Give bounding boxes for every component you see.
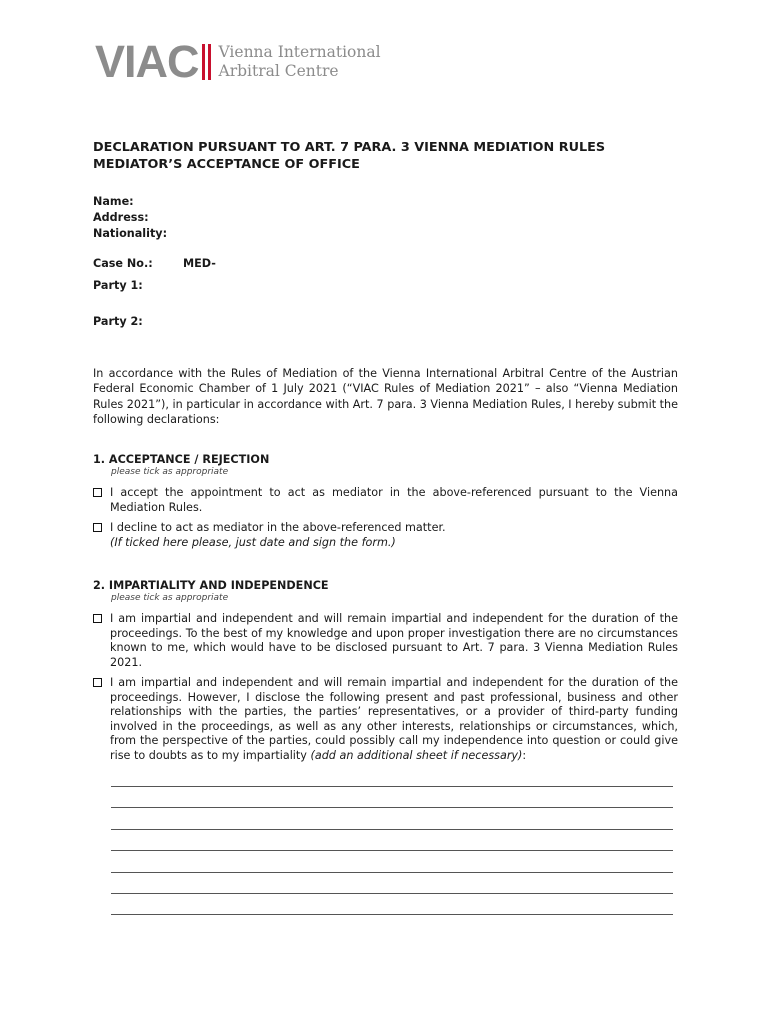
disclose-option-note: (add an additional sheet if necessary) [310, 748, 523, 762]
viac-logo [95, 36, 381, 87]
impartial-option[interactable] [93, 612, 678, 670]
disclosure-line[interactable] [111, 850, 673, 851]
logo-bars-icon [202, 44, 211, 80]
section-1-heading: 1. ACCEPTANCE / REJECTION [93, 453, 270, 466]
title-line-1: DECLARATION PURSUANT TO ART. 7 PARA. 3 VIENNA MEDIATION RULES [93, 140, 606, 155]
checkbox-icon[interactable] [93, 678, 102, 687]
logo-line-1: Vienna International [218, 43, 381, 61]
accept-option-text: I accept the appointment to act as mediator in the above-referenced pursuant to the Vienna Mediation Rules. [110, 486, 678, 514]
disclosure-line[interactable] [111, 914, 673, 915]
title-line-2: MEDIATOR’S ACCEPTANCE OF OFFICE [93, 157, 360, 172]
accept-option[interactable] [93, 486, 678, 515]
decline-option[interactable] [93, 521, 678, 550]
document-title [93, 139, 693, 173]
checkbox-icon[interactable] [93, 488, 102, 497]
intro-paragraph: In accordance with the Rules of Mediation of the Vienna International Arbitral Centre of the Austrian Federal Economic Chamber of 1 July 2021 (“VIAC Rules of Mediation 2021” – also “Vienna Mediation Rules 2021”), in particular in accordance with Art. 7 para. 3 Vienna Mediation Rules, I hereby submit the following declarations: [93, 367, 678, 426]
disclose-option[interactable] [93, 676, 678, 763]
disclosure-line[interactable] [111, 893, 673, 894]
party-1-label: Party 1: [93, 279, 143, 292]
section-1-hint: please tick as appropriate [111, 467, 229, 477]
disclosure-line[interactable] [111, 807, 673, 808]
party-2-label: Party 2: [93, 315, 143, 328]
disclose-option-end: : [522, 748, 527, 762]
nationality-label: Nationality: [93, 227, 168, 240]
address-label: Address: [93, 211, 149, 224]
decline-option-note: (If ticked here please, just date and sign the form.) [110, 535, 396, 549]
disclosure-line[interactable] [111, 786, 673, 787]
checkbox-icon[interactable] [93, 614, 102, 623]
case-no-label: Case No.: [93, 257, 153, 270]
logo-line-2: Arbitral Centre [218, 62, 339, 80]
case-no-value: MED- [183, 257, 216, 270]
disclose-option-text: I am impartial and independent and will remain impartial and independent for the duration of the proceedings. However, I disclose the following present and past professional, business and other relationships with the parties, the parties’ representatives, or a provider of third-party funding involved in the proceedings, as well as any other interests, relationships or circumstances, which, from the perspective of the parties, could possibly call my independence into question or could give rise to doubts as to my impartiality [110, 676, 678, 762]
impartial-option-text: I am impartial and independent and will remain impartial and independent for the duration of the proceedings. To the best of my knowledge and upon proper investigation there are no circumstances known to me, which would have to be disclosed pursuant to Art. 7 para. 3 Vienna Mediation Rules 2021. [110, 612, 678, 669]
name-label: Name: [93, 195, 134, 208]
disclosure-line[interactable] [111, 829, 673, 830]
section-2-heading: 2. IMPARTIALITY AND INDEPENDENCE [93, 579, 329, 592]
decline-option-text: I decline to act as mediator in the above-referenced matter. [110, 521, 446, 534]
disclosure-line[interactable] [111, 872, 673, 873]
logo-mark: VIAC [95, 36, 199, 87]
logo-text [219, 43, 381, 81]
checkbox-icon[interactable] [93, 523, 102, 532]
section-2-hint: please tick as appropriate [111, 593, 229, 603]
